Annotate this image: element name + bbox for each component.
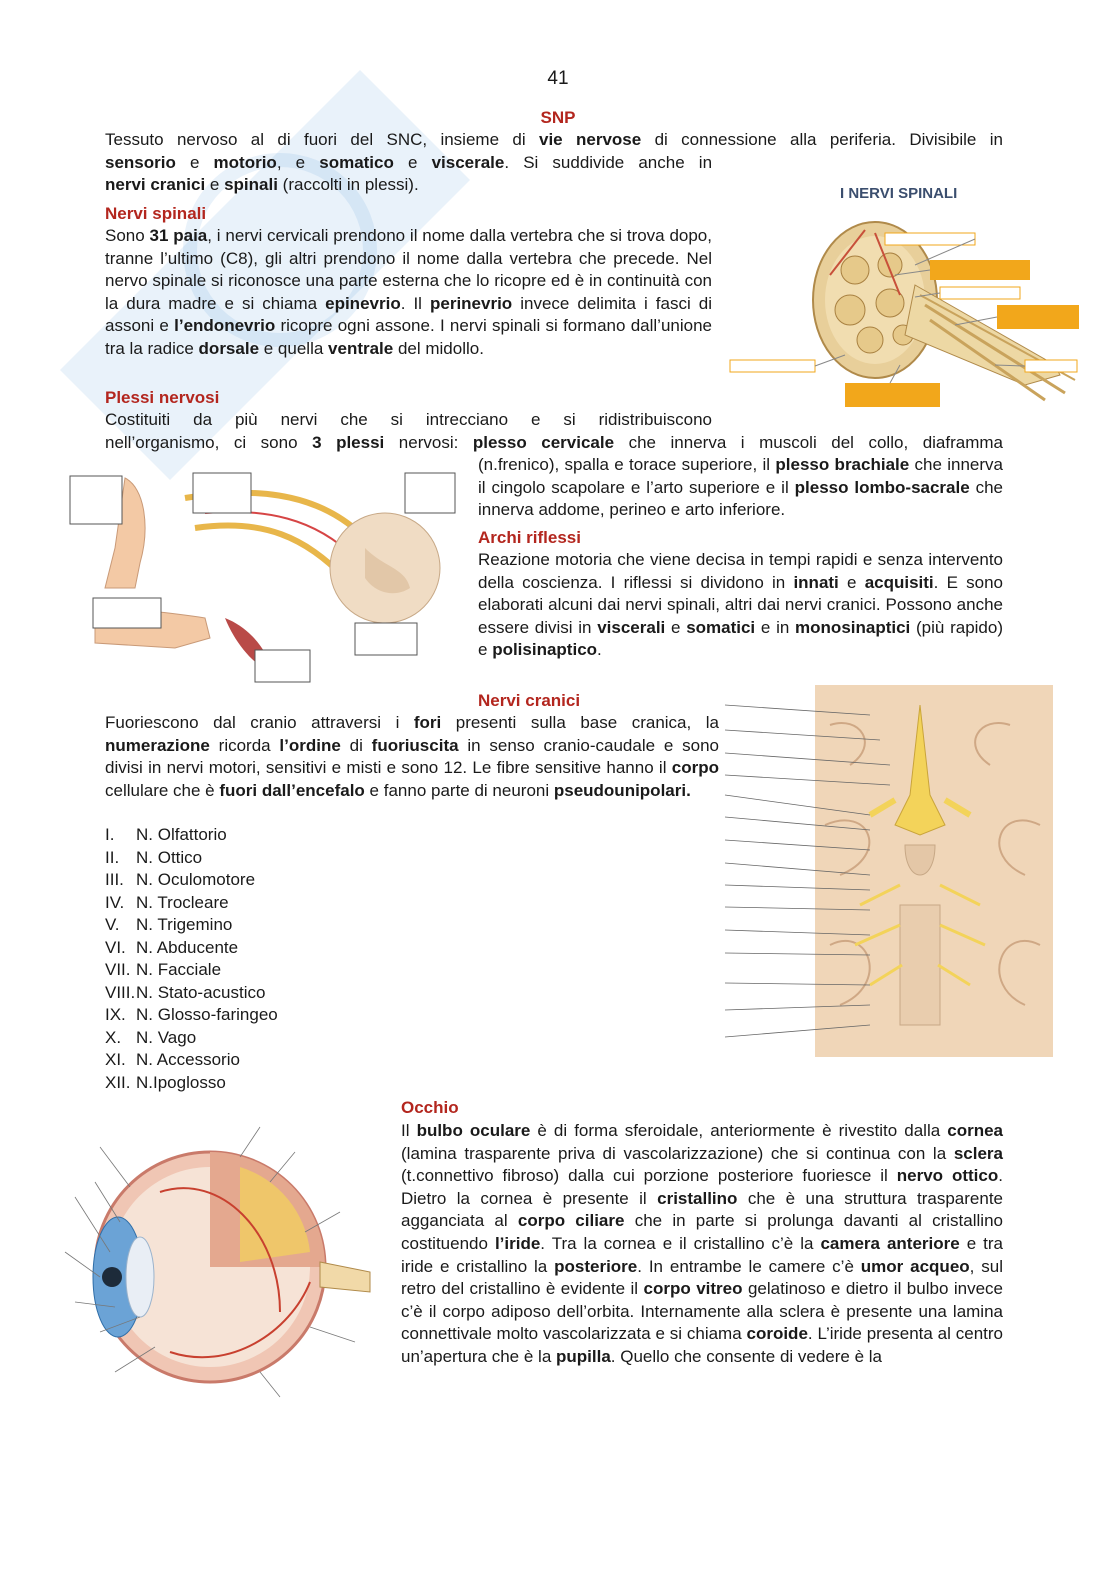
list-item: X. N. Vago — [105, 1027, 197, 1047]
figure-spinal-nerve-title: I NERVI SPINALI — [840, 185, 958, 202]
heading-snp: SNP — [540, 108, 576, 127]
figure-reflex-arc — [65, 468, 460, 690]
snp-line-3: nervi cranici e spinali (raccolti in plessi). — [105, 175, 419, 194]
archi-riflessi-text: Reazione motoria che viene decisa in tempi rapidi e senza intervento della coscienza. I riflessi si dividono in innati e acquisiti. E sono elaborati alcuni dai nervi spinali, altri dai nervi cranici. Possono anche essere divisi in viscerali e somatici e in monosinaptici (più rapido) e polisinaptico. — [478, 550, 1004, 660]
page-number: 41 — [547, 68, 569, 89]
nervi-cranici-text: Fuoriescono dal cranio attraversi i fori presenti sulla base cranica, la numerazione ricorda l’ordine di fuoriuscita in senso cranio-caudale e sono divisi in nervi motori, sensitivi e misti e sono 12. Le fibre sensitive hanno il corpo cellulare che è fuori dall’encefalo e fanno parte di neuroni pseudounipolari. — [105, 713, 719, 800]
heading-occhio: Occhio — [401, 1098, 459, 1117]
list-item: V. N. Trigemino — [105, 915, 233, 934]
list-item: IV. N. Trocleare — [105, 892, 229, 912]
list-item: VII. N. Facciale — [105, 960, 222, 979]
plessi-line-1: Costituiti da più nervi che si intrecciano e si ridistribuiscono — [105, 410, 712, 429]
plessi-text-rest: (n.frenico), spalla e torace superiore, il plesso brachiale che innerva il cingolo scapolare e l’arto superiore e il plesso lombo-sacrale che innerva addome, perineo e arto inferiore. — [478, 455, 1004, 520]
heading-plessi-nervosi: Plessi nervosi — [105, 388, 220, 407]
plessi-line-2: nell’organismo, ci sono 3 plessi nervosi: plesso cervicale che innerva i muscoli del collo, diaframma — [105, 433, 1003, 452]
figure-cranial-nerves — [720, 685, 1055, 1085]
list-item: VI. N. Abducente — [105, 937, 239, 957]
list-item: VIII.N. Stato-acustico — [105, 982, 266, 1002]
nervi-spinali-text: Sono 31 paia, i nervi cervicali prendono il nome dalla vertebra che si trova dopo, tranne l’ultimo (C8), gli altri prendono il nome dalla vertebra che precede. Nel nervo spinale si riconosce una parte esterna che lo ricopre ed è in continuità con la dura madre e si chiama epinevrio. Il perinevrio invece delimita i fasci di assoni e l’endonevrio ricopre ogni assone. I nervi spinali si formano dall’unione tra la radice dorsale e quella ventrale del midollo. — [105, 226, 712, 358]
list-item: II. N. Ottico — [105, 847, 203, 867]
snp-line-1: Tessuto nervoso al di fuori del SNC, insieme di vie nervose di connessione alla periferia. Divisibile in — [105, 130, 1003, 149]
list-item: I. N. Olfattorio — [105, 825, 227, 844]
snp-line-2: sensorio e motorio, e somatico e viscerale. Si suddivide anche in — [105, 153, 713, 172]
list-item: XII. N.Ipoglosso — [105, 1072, 226, 1092]
heading-archi-riflessi: Archi riflessi — [478, 528, 581, 547]
figure-eye — [40, 1112, 385, 1407]
list-item: III. N. Oculomotore — [105, 870, 256, 889]
list-item: IX. N. Glosso-faringeo — [105, 1005, 278, 1024]
figure-spinal-nerve — [725, 175, 1085, 415]
list-item: XI. N. Accessorio — [105, 1050, 240, 1069]
heading-nervi-spinali: Nervi spinali — [105, 204, 207, 223]
heading-nervi-cranici: Nervi cranici — [478, 691, 581, 710]
occhio-text: Il bulbo oculare è di forma sferoidale, anteriormente è rivestito dalla cornea (lamina trasparente priva di vascolarizzazione) che si continua con la sclera (t.connettivo fibroso) dalla cui porzione posteriore fuoriesce il nervo ottico. Dietro la cornea è presente il cristallino che è una struttura trasparente agganciata al corpo ciliare che in parte si prolunga davanti al cristallino costituendo l’iride. Tra la cornea e il cristallino c’è la camera anteriore e tra iride e cristallino la posteriore. In entrambe le camere c’è umor acqueo, sul retro del cristallino è evidente il corpo vitreo gelatinoso e dietro il bulbo invece c’è il corpo adiposo dell’orbita. Internamente alla sclera è presente una lamina connettivale molto vascolarizzata e si chiama coroide. L’iride presenta al centro un’apertura che è la pupilla. Quello che consente di vedere è la — [401, 1121, 1004, 1366]
cranial-nerve-list — [105, 824, 278, 1094]
